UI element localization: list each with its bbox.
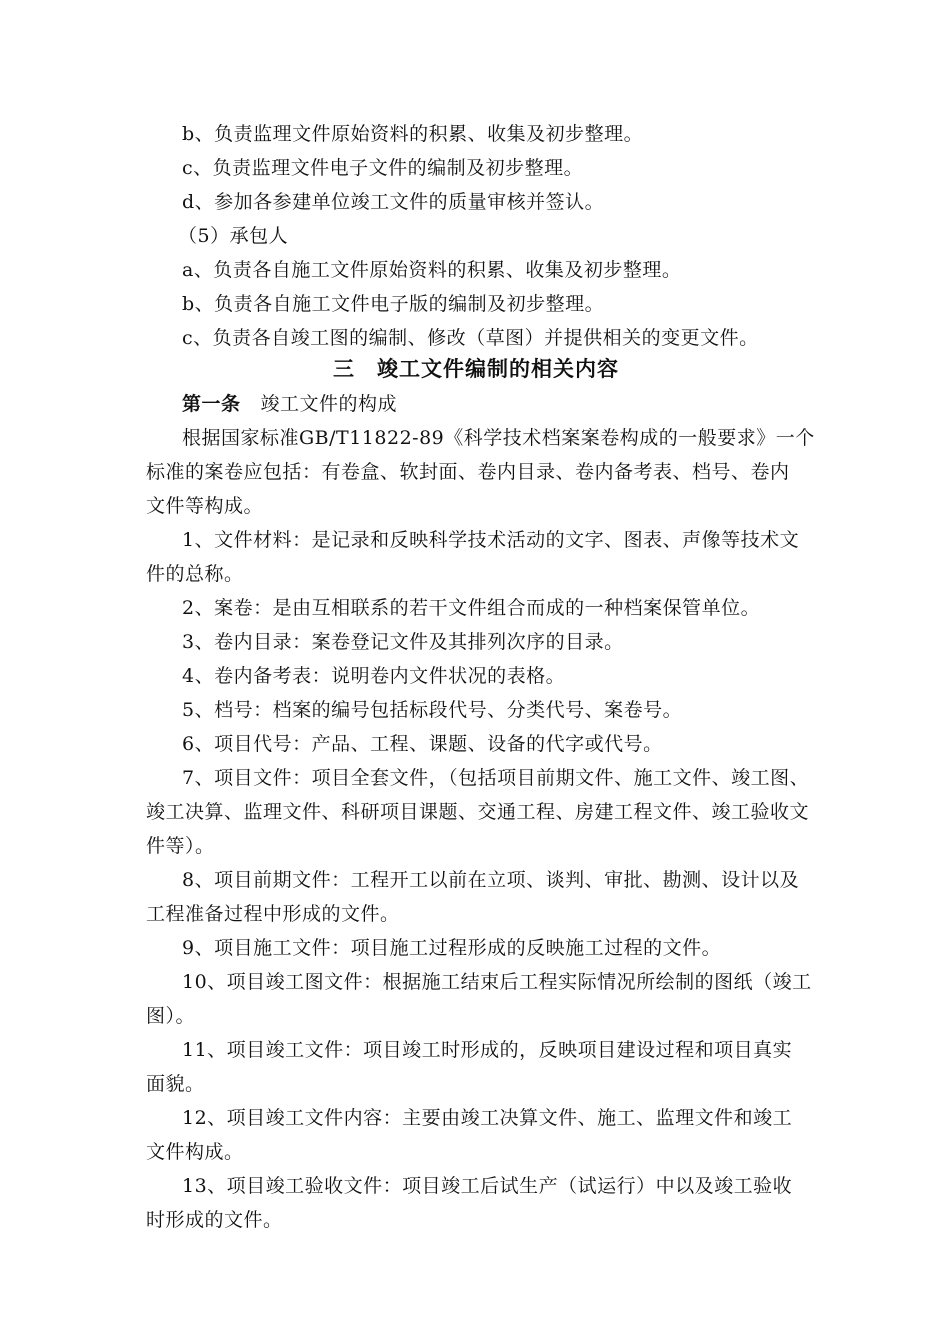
paragraph-line: 根据国家标准GB/T11822-89《科学技术档案案卷构成的一般要求》一个 (182, 427, 815, 449)
paragraph-line: 9、项目施工文件：项目施工过程形成的反映施工过程的文件。 (182, 937, 722, 959)
paragraph-line: b、负责各自施工文件电子版的编制及初步整理。 (182, 293, 605, 315)
section-heading (146, 352, 806, 386)
paragraph-line: c、负责各自竣工图的编制、修改（草图）并提供相关的变更文件。 (182, 327, 759, 349)
subheading-contractor: （5）承包人 (178, 225, 289, 247)
paragraph-line: 11、项目竣工文件：项目竣工时形成的，反映项目建设过程和项目真实 (182, 1039, 793, 1061)
paragraph-line: 6、项目代号：产品、工程、课题、设备的代字或代号。 (182, 733, 663, 755)
paragraph-line: 7、项目文件：项目全套文件，（包括项目前期文件、施工文件、竣工图、 (182, 767, 810, 789)
paragraph-line: 5、档号：档案的编号包括标段代号、分类代号、案卷号。 (182, 699, 683, 721)
paragraph-line: 文件构成。 (146, 1141, 244, 1163)
paragraph-line: 时形成的文件。 (146, 1209, 283, 1231)
paragraph-line: 竣工决算、监理文件、科研项目课题、交通工程、房建工程文件、竣工验收文 (146, 801, 810, 823)
paragraph-line: 文件等构成。 (146, 495, 264, 517)
paragraph-line: 1、文件材料：是记录和反映科学技术活动的文字、图表、声像等技术文 (182, 529, 800, 551)
paragraph-line: 12、项目竣工文件内容：主要由竣工决算文件、施工、监理文件和竣工 (182, 1107, 793, 1129)
paragraph-line: b、负责监理文件原始资料的积累、收集及初步整理。 (182, 123, 644, 145)
paragraph-line: c、负责监理文件电子文件的编制及初步整理。 (182, 157, 584, 179)
section-number: 三 (333, 357, 355, 381)
paragraph-line: 10、项目竣工图文件：根据施工结束后工程实际情况所绘制的图纸（竣工 (182, 971, 812, 993)
paragraph-line: 工程准备过程中形成的文件。 (146, 903, 400, 925)
paragraph-line: 13、项目竣工验收文件：项目竣工后试生产（试运行）中以及竣工验收 (182, 1175, 793, 1197)
paragraph-line: a、负责各自施工文件原始资料的积累、收集及初步整理。 (182, 259, 682, 281)
article-heading (182, 387, 842, 421)
paragraph-line: 件等）。 (146, 835, 215, 857)
paragraph-line: 标准的案卷应包括：有卷盒、软封面、卷内目录、卷内备考表、档号、卷内 (146, 461, 790, 483)
paragraph-line: 2、案卷：是由互相联系的若干文件组合而成的一种档案保管单位。 (182, 597, 761, 619)
paragraph-line: 3、卷内目录：案卷登记文件及其排列次序的目录。 (182, 631, 624, 653)
paragraph-line: 面貌。 (146, 1073, 205, 1095)
paragraph-line: 件的总称。 (146, 563, 244, 585)
paragraph-line: d、参加各参建单位竣工文件的质量审核并签认。 (182, 191, 605, 213)
paragraph-line: 4、卷内备考表：说明卷内文件状况的表格。 (182, 665, 566, 687)
article-label: 第一条 (182, 393, 241, 415)
paragraph-line: 图）。 (146, 1005, 196, 1027)
paragraph-line: 8、项目前期文件：工程开工以前在立项、谈判、审批、勘测、设计以及 (182, 869, 800, 891)
section-title: 竣工文件编制的相关内容 (377, 357, 619, 381)
article-title: 竣工文件的构成 (260, 393, 398, 415)
